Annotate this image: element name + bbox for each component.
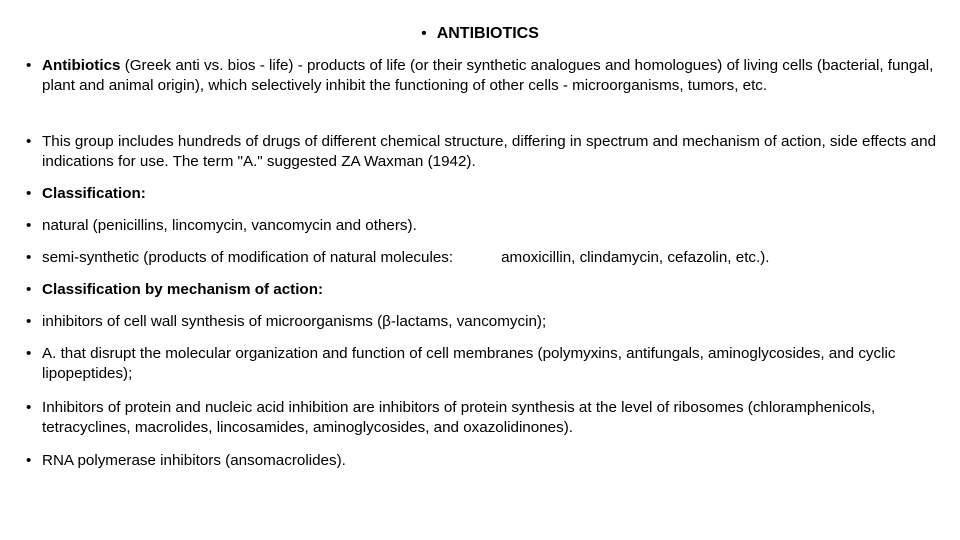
group-text: This group includes hundreds of drugs of different chemical structure, differing in spectrum and mechanism of action, side effects and indications for use. The term "A." suggested ZA Waxman (1942). <box>42 133 937 170</box>
bullet-item-membranes <box>26 344 936 384</box>
bullet-item-semi-synthetic <box>26 248 936 268</box>
bullet-icon: • <box>26 452 32 469</box>
slide-title-text: ANTIBIOTICS <box>436 25 539 42</box>
bullet-icon: • <box>26 133 32 150</box>
cell-wall-text: inhibitors of cell wall synthesis of microorganisms (β-lactams, vancomycin); <box>42 313 547 330</box>
bullet-item-rna <box>26 451 936 471</box>
bullet-icon: • <box>26 57 32 74</box>
bullet-icon: • <box>26 399 32 416</box>
bullet-item-classification <box>26 184 936 204</box>
protein-text: Inhibitors of protein and nucleic acid inhibition are inhibitors of protein synthesis at the level of ribosomes (chloramphenicols, tetracyclines, macrolides, lincosamides, aminoglycosides, and oxazolidinones). <box>42 399 876 436</box>
bullet-icon: • <box>26 345 32 362</box>
bullet-item-protein <box>26 398 936 438</box>
semi-synthetic-examples: amoxicillin, clindamycin, cefazolin, etc.). <box>501 249 770 266</box>
bullet-item-cell-wall <box>26 312 936 332</box>
bullet-icon: • <box>26 217 32 234</box>
bullet-item-definition <box>26 56 936 96</box>
bullet-icon: • <box>26 185 32 202</box>
mechanism-heading: Classification by mechanism of action: <box>42 281 324 298</box>
bullet-item-mechanism <box>26 280 936 300</box>
classification-heading: Classification: <box>42 185 146 202</box>
bullet-icon: • <box>26 281 32 298</box>
natural-text: natural (penicillins, lincomycin, vancomycin and others). <box>42 217 417 234</box>
semi-synthetic-text: semi-synthetic (products of modification of natural molecules: <box>42 249 454 266</box>
bullet-icon: • <box>421 25 427 42</box>
term-antibiotics: Antibiotics <box>42 57 121 74</box>
slide-title <box>0 24 960 44</box>
bullet-icon: • <box>26 249 32 266</box>
bullet-item-natural <box>26 216 936 236</box>
membranes-text: A. that disrupt the molecular organization and function of cell membranes (polymyxins, antifungals, aminoglycosides, and cyclic lipopeptides); <box>42 345 896 382</box>
rna-text: RNA polymerase inhibitors (ansomacrolides). <box>42 452 346 469</box>
definition-text: (Greek anti vs. bios - life) - products of life (or their synthetic analogues and homologues) of living cells (bacterial, fungal, plant and animal origin), which selectively inhibit the functioning of other cells - microorganisms, tumors, etc. <box>42 57 934 94</box>
bullet-item-group <box>26 132 936 172</box>
bullet-icon: • <box>26 313 32 330</box>
